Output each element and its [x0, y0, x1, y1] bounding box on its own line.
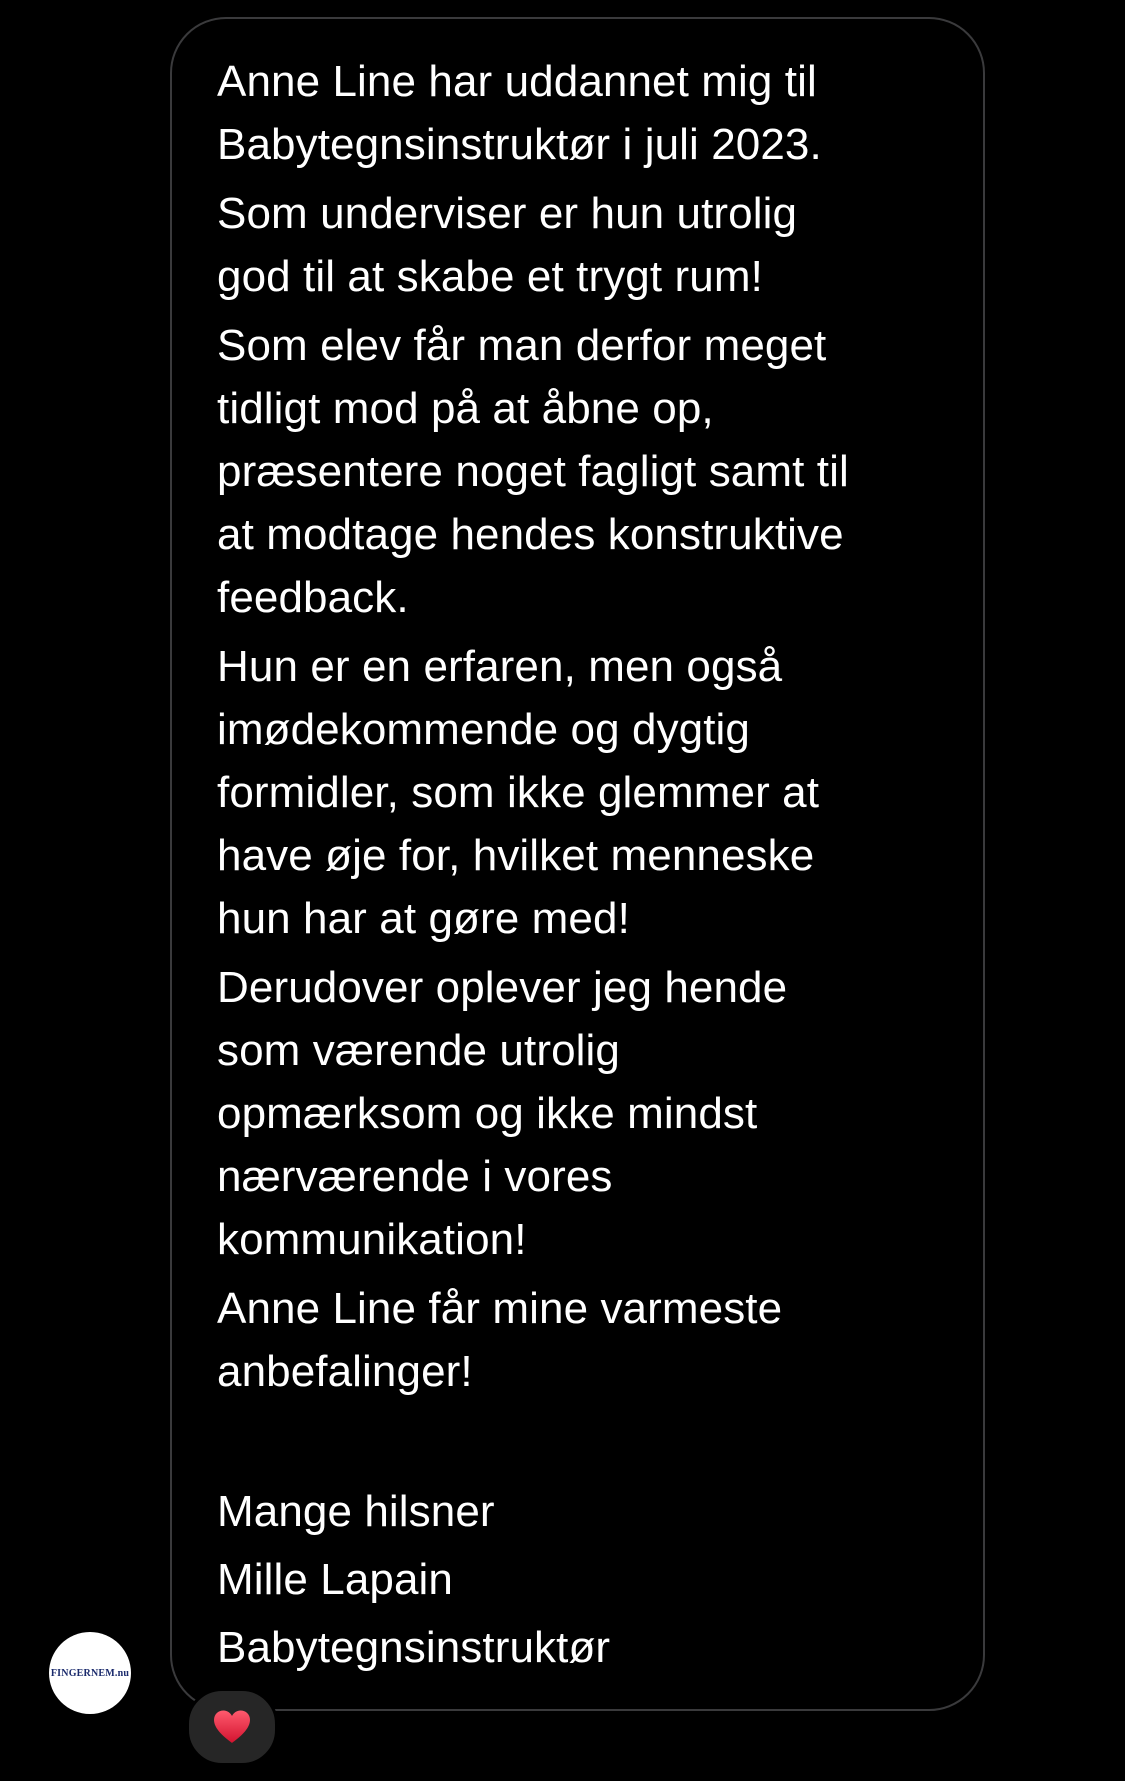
heart-reaction[interactable]	[186, 1688, 278, 1766]
signature-title: Babytegnsinstruktør	[217, 1623, 611, 1672]
message-paragraph-1: Anne Line har uddannet mig til Babytegnsinstruktør i juli 2023.	[217, 57, 822, 169]
sender-avatar[interactable]	[49, 1632, 131, 1714]
message-paragraph-6: Anne Line får mine varmeste anbefalinger!	[217, 1284, 783, 1396]
avatar-logo-text: FINGERNEM.nu	[50, 1667, 130, 1679]
signature-name: Mille Lapain	[217, 1555, 454, 1604]
message-spacer	[217, 1403, 977, 1478]
message-text	[217, 50, 977, 1682]
message-paragraph-4: Hun er en erfaren, men også imødekommende og dygtig formidler, som ikke glemmer at have øje for, hvilket menneske hun har at gøre med!	[217, 642, 820, 943]
message-paragraph-2: Som underviser er hun utrolig god til at skabe et trygt rum!	[217, 189, 798, 301]
message-paragraph-5: Derudover oplever jeg hende som værende utrolig opmærksom og ikke mindst nærværende i vores kommunikation!	[217, 963, 788, 1264]
message-paragraph-3: Som elev får man derfor meget tidligt mod på at åbne op, præsentere noget fagligt samt til at modtage hendes konstruktive feedback.	[217, 321, 849, 622]
signature-greeting: Mange hilsner	[217, 1487, 495, 1536]
red-heart-icon	[212, 1709, 252, 1745]
